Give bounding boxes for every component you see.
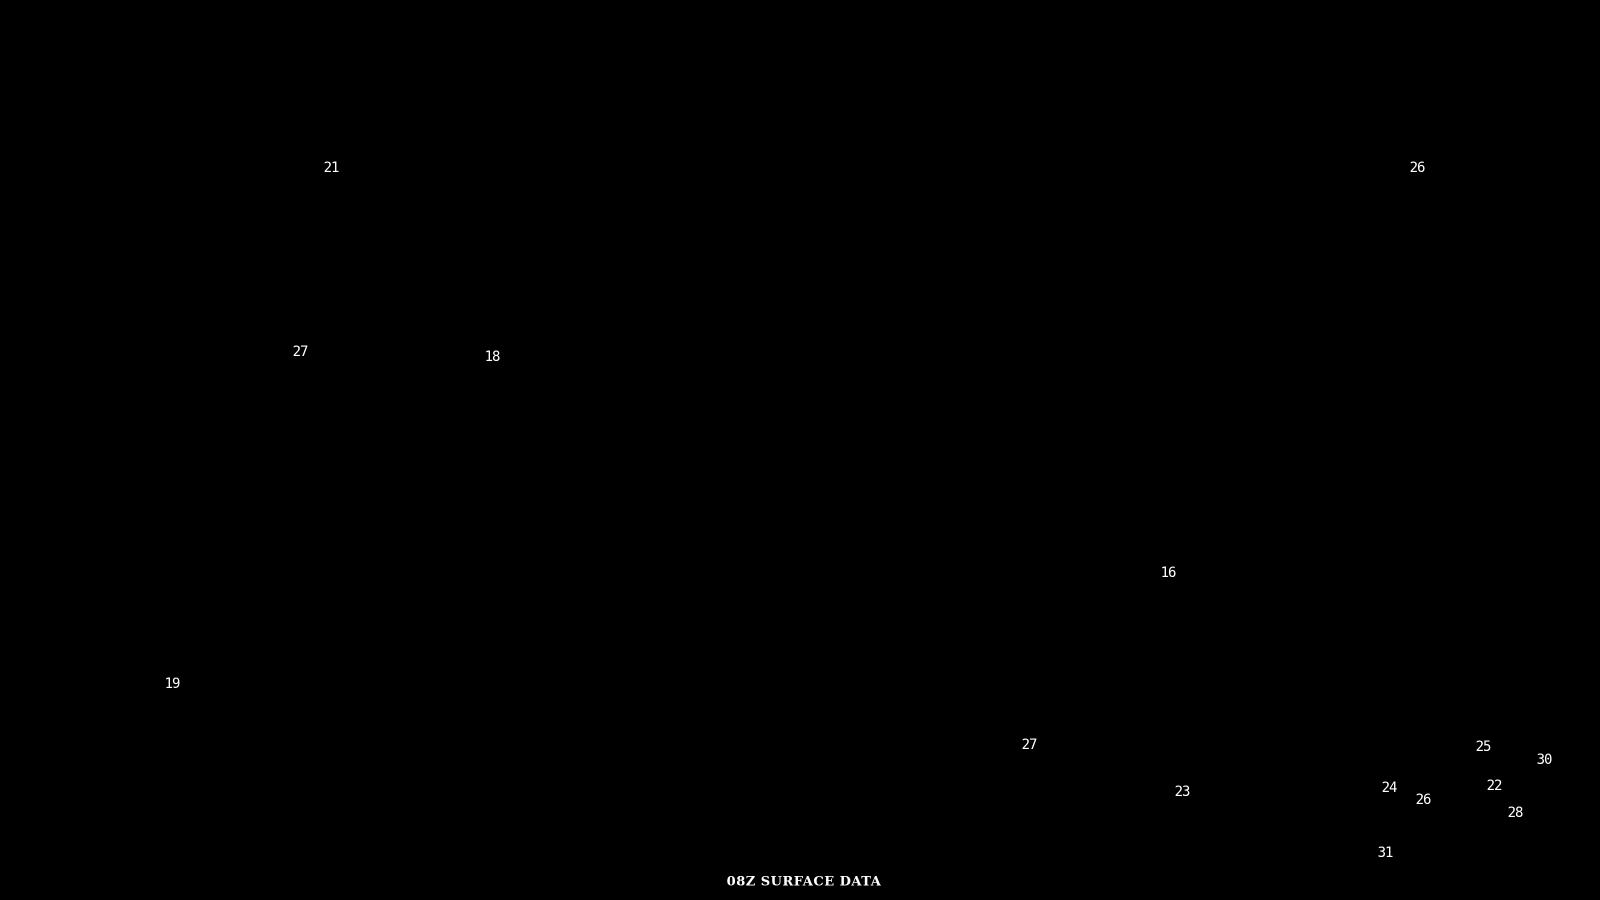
station-value: 27 — [292, 344, 308, 360]
station-value: 16 — [1160, 565, 1176, 581]
station-value: 26 — [1415, 792, 1431, 808]
station-value: 18 — [484, 349, 500, 365]
station-value: 24 — [1381, 780, 1397, 796]
station-value: 25 — [1475, 739, 1491, 755]
station-value: 19 — [164, 676, 180, 692]
station-value: 28 — [1507, 805, 1523, 821]
station-value: 30 — [1536, 752, 1552, 768]
station-value: 27 — [1021, 737, 1037, 753]
station-value: 26 — [1409, 160, 1425, 176]
station-value: 21 — [323, 160, 339, 176]
station-value: 22 — [1486, 778, 1502, 794]
station-value: 23 — [1174, 784, 1190, 800]
station-value: 31 — [1377, 845, 1393, 861]
map-caption: 08Z SURFACE DATA — [726, 874, 882, 890]
